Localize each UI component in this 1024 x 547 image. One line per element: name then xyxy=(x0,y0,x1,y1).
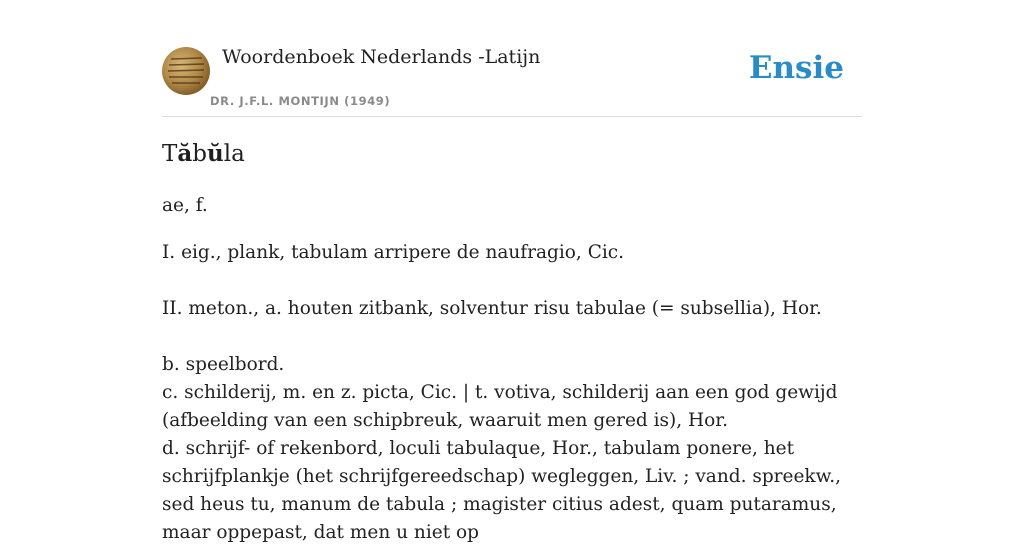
headword-part: T xyxy=(162,141,178,167)
headword-part-short-vowel: ă xyxy=(177,140,193,167)
entry-sense-2: II. meton., a. houten zitbank, solventur risu tabulae (= subsellia), Hor. xyxy=(162,298,822,319)
entry-content xyxy=(162,136,866,547)
entry-sense-2d: d. schrijf- of rekenbord, loculi tabulaque, Hor., tabulam ponere, het schrijfplankje (het schrijfgereedschap) wegleggen, Liv. ; vand. spreekw., sed heus tu, manum de tabula ; magister citius adest, quam putaramus, maar oppepast, dat men u niet op xyxy=(162,438,842,543)
headword-part: b xyxy=(192,141,207,167)
entry-headword xyxy=(162,136,866,172)
ensie-brand-link[interactable]: Ensie xyxy=(748,50,844,86)
entry-sense-1: I. eig., plank, tabulam arripere de naufragio, Cic. xyxy=(162,242,625,263)
headword-part: la xyxy=(223,141,245,167)
dictionary-author: DR. J.F.L. MONTIJN (1949) xyxy=(210,94,391,108)
header xyxy=(162,44,862,117)
bronze-tablet-logo[interactable] xyxy=(162,47,210,95)
headword-part-short-vowel: ŭ xyxy=(206,140,224,167)
dictionary-title[interactable]: Woordenboek Nederlands -Latijn xyxy=(222,46,541,68)
entry-sense-2c: c. schilderij, m. en z. picta, Cic. | t. votiva, schilderij aan een god gewijd (afbeelding van een schipbreuk, waaruit men gered is), Hor. xyxy=(162,382,838,431)
tablet-inscription-icon xyxy=(162,47,210,95)
entry-grammar: ae, f. xyxy=(162,195,208,216)
entry-sense-2b: b. speelbord. xyxy=(162,354,285,375)
